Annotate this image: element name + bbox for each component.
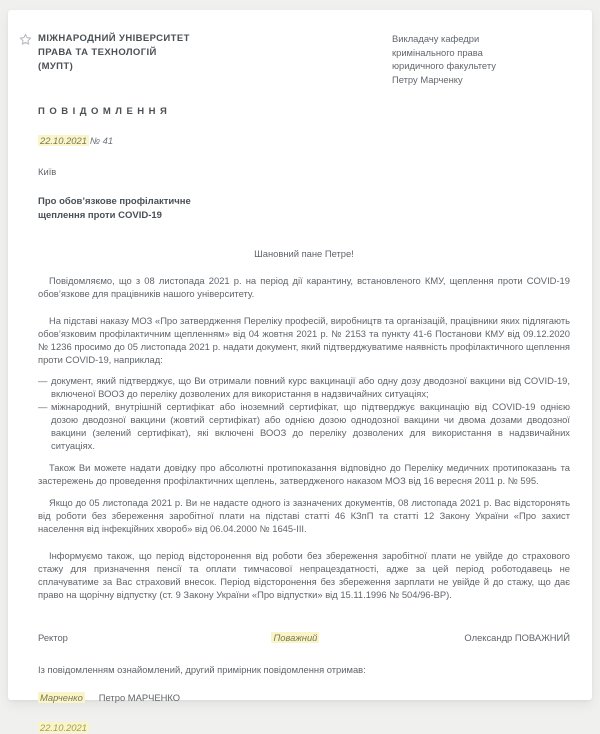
- bullet-item: [38, 400, 570, 452]
- addressee-line: Петру Марченку: [392, 73, 463, 85]
- recipient-name: Петро МАРЧЕНКО: [98, 692, 180, 703]
- signature-row: [38, 631, 570, 644]
- document-number: № 41: [89, 135, 114, 146]
- signer-position-label: Ректор: [38, 632, 68, 643]
- paragraph: Якщо до 05 листопада 2021 р. Ви не надасте одного із зазначених документів, 08 листопада 2021 р. Вас відсторонять від роботи без збереження заробітної плати на підставі статті 46 КЗпП та статті 12 Закону України «Про захист населення від інфекційних хвороб» від 06.04.2000 № 1645-III.: [38, 497, 570, 534]
- addressee-line: кримінального права: [392, 46, 483, 58]
- addressee-line: юридичного факультету: [392, 60, 496, 71]
- document-card: [8, 10, 592, 733]
- document-date-field[interactable]: 22.10.2021: [40, 135, 87, 146]
- bullet-text: документ, який підтверджує, що Ви отримали повний курс вакцинації або одну дозу дводозної вакцини від COVID-19, включеної ВООЗ до переліку дозволених для використання в надзвичайних ситуаціях;: [51, 375, 570, 399]
- university-logo-star-icon: [19, 33, 32, 46]
- paragraph: Повідомляємо, що з 08 листопада 2021 р. на період дії карантину, встановленого КМУ, щеплення проти COVID-19 обов’язкове для працівників нашого університету.: [38, 275, 570, 299]
- acknowledgment-date-field[interactable]: 22.10.2021: [40, 722, 87, 733]
- letterhead: [38, 32, 570, 86]
- recipient-signature-row: [38, 691, 570, 704]
- acknowledgment-text: Із повідомленням ознайомлений, другий примірник повідомлення отримав:: [38, 664, 366, 675]
- paragraph: Інформуємо також, що період відсторонення від роботи без збереження заробітної плати не увійде до страхового стажу для призначення пенсії та оплати тимчасової непрацездатності, адже за цей період роботодавець не сплачуватиме за Вас страховий внесок. Період відсторонення без збереження зарплати не увійде й до стажу, що дає право на щорічну відпустку (ст. 9 Закону України «Про відпустки» від 15.11.1996 № 504/96-ВР).: [38, 550, 570, 600]
- bullet-dash: —: [38, 375, 48, 386]
- signer-name: Олександр ПОВАЖНИЙ: [464, 632, 570, 643]
- addressee-line: Викладачу кафедри: [392, 33, 480, 44]
- bullet-dash: —: [38, 401, 48, 412]
- salutation: Шановний пане Петре!: [254, 248, 354, 259]
- date-number-line: [38, 134, 570, 147]
- bullet-item: [38, 374, 570, 400]
- paragraph: Також Ви можете надати довідку про абсолютні протипоказання відповідно до Переліку медичних протипоказань та застережень до проведення профілактичних щеплень, затвердженого наказом МОЗ від 16 вересня 2011 р. № 595.: [38, 462, 570, 486]
- bullet-text: міжнародний, внутрішній сертифікат або іноземний сертифікат, що підтверджує вакцинацію від COVID-19 однією дозою дводозної вакцини (жовтий сертифікат) або однією дозою однодозної вакцини чи двома дозами дводозної вакцини (зелений сертифікат), які включені ВООЗ до переліку дозволених для використання в надзвичайних ситуаціях.: [51, 401, 570, 451]
- university-name-line: (МУПТ): [38, 61, 74, 72]
- subject-line: щеплення проти COVID-19: [38, 209, 162, 221]
- subject-block: [38, 195, 570, 222]
- university-name-line: ПРАВА ТА ТЕХНОЛОГІЙ: [38, 47, 157, 58]
- city-label: Київ: [38, 166, 57, 177]
- signer-signature-field[interactable]: Поважний: [273, 632, 318, 643]
- bullet-list: [38, 374, 570, 452]
- university-name: [38, 32, 190, 74]
- recipient-signature-field[interactable]: Марченко: [40, 692, 83, 703]
- university-name-line: МІЖНАРОДНИЙ УНІВЕРСИТЕТ: [38, 33, 190, 44]
- subject-line: Про обов’язкове профілактичне: [38, 196, 191, 207]
- addressee-block: [392, 32, 570, 86]
- document-type-title: ПОВІДОМЛЕННЯ: [38, 106, 172, 117]
- paragraph: На підставі наказу МОЗ «Про затвердження Переліку професій, виробництв та організацій, працівники яких підлягають обов’язковим профілактичним щепленням» від 04 жовтня 2021 р. № 2153 та пункту 41-6 Постанови КМУ від 09.12.2020 № 1236 просимо до 05 листопада 2021 р. надати документ, який підтверджуватиме наявність профілактичного щеплення проти COVID-19, наприклад:: [38, 315, 570, 365]
- sender-block: [38, 32, 190, 86]
